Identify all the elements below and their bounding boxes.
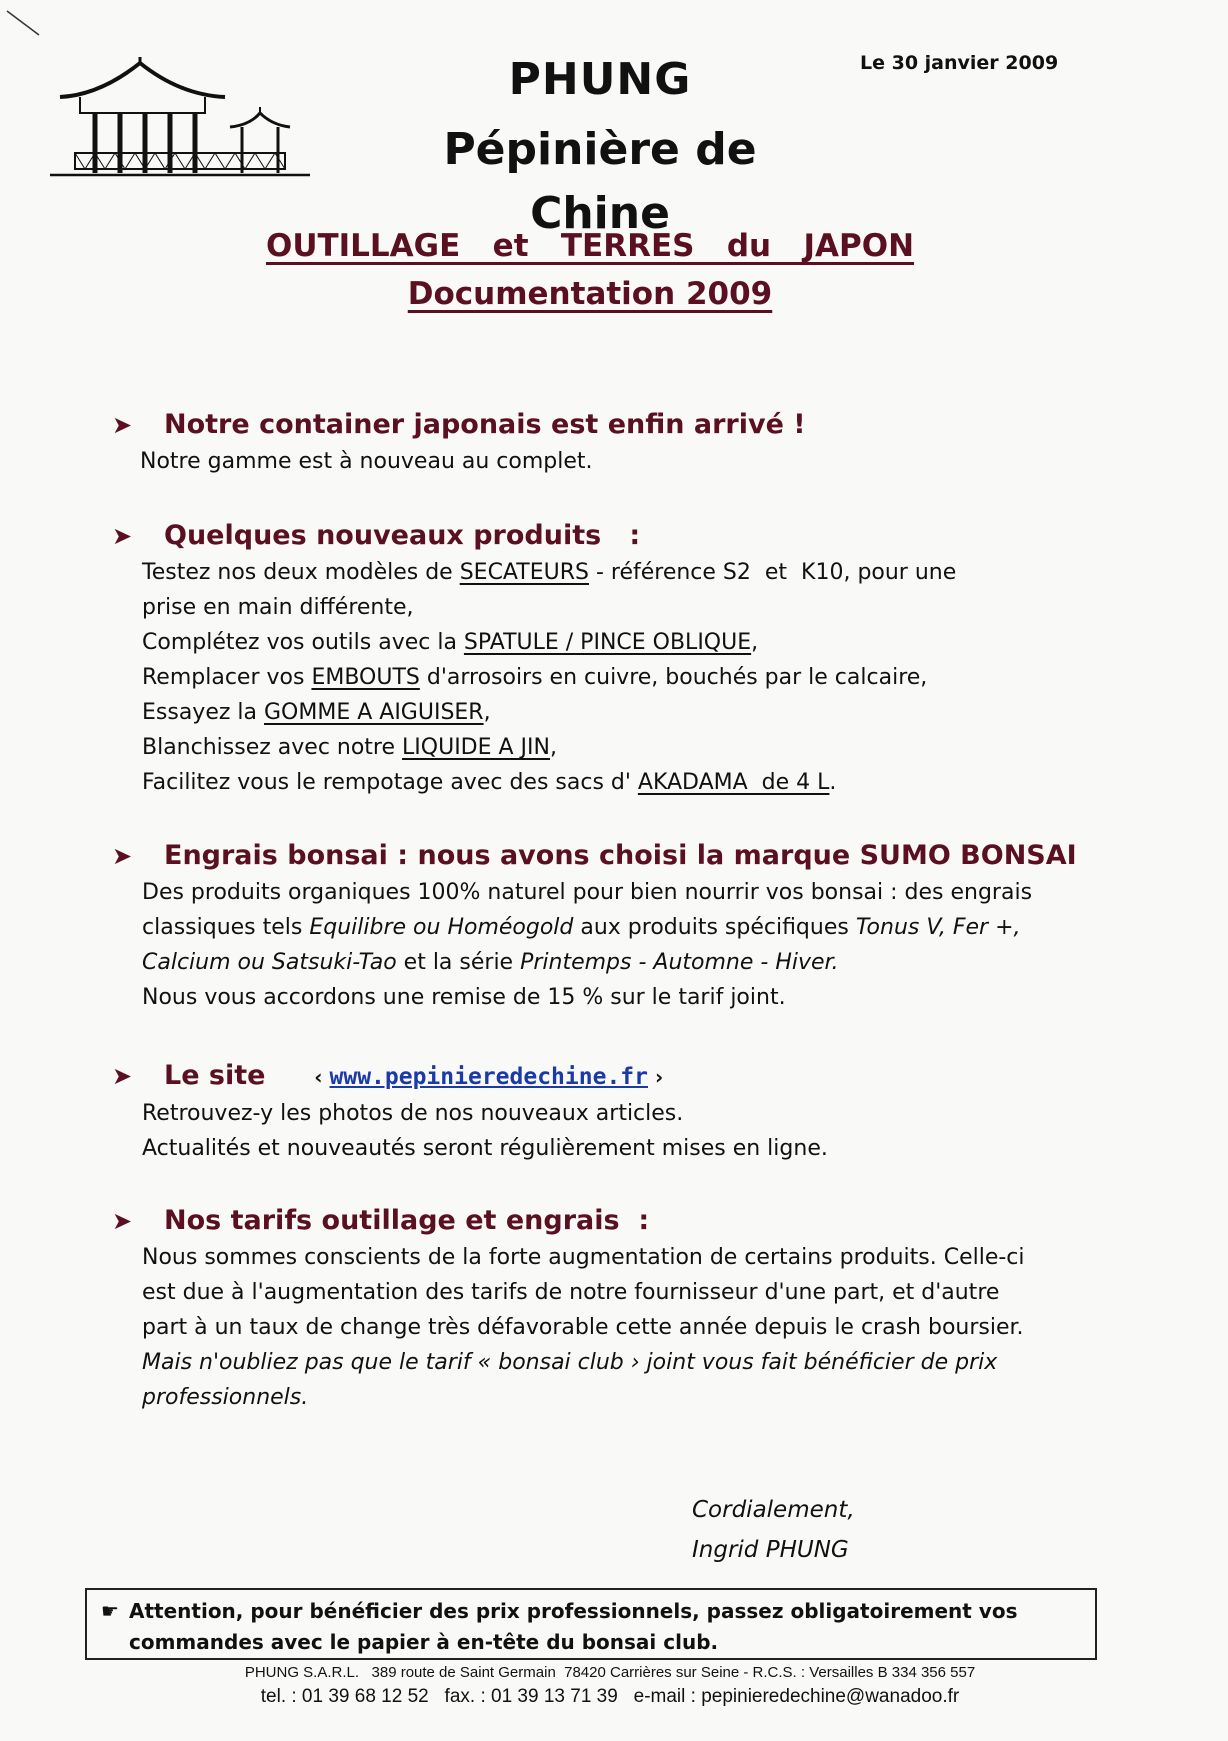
company-block bbox=[380, 52, 820, 246]
section-container bbox=[112, 406, 1112, 479]
section-prices bbox=[112, 1202, 1112, 1415]
text-line: Mais n'oubliez pas que le tarif « bonsai club › joint vous fait bénéficier de prix bbox=[142, 1350, 998, 1375]
footer-contact-line: tel. : 01 39 68 12 52 fax. : 01 39 13 71 39 e-mail : pepinieredechine@wanadoo.fr bbox=[260, 1686, 960, 1707]
product-akadama: AKADAMA de 4 L bbox=[637, 770, 830, 795]
notice-line-1: Attention, pour bénéficier des prix professionnels, passez obligatoirement vos bbox=[129, 1599, 1018, 1623]
section-heading: Quelques nouveaux produits : bbox=[164, 520, 641, 551]
section-heading: Nos tarifs outillage et engrais : bbox=[164, 1205, 650, 1236]
text-line: classiques tels Equilibre ou Homéogold aux produits spécifiques Tonus V, Fer +, bbox=[142, 915, 1021, 940]
arrow-bullet-icon: ➤ bbox=[112, 842, 133, 870]
company-subtitle: Pépinière de Chine bbox=[443, 124, 757, 239]
text-line: Actualités et nouveautés seront régulièrement mises en ligne. bbox=[142, 1136, 828, 1161]
footer bbox=[180, 1661, 1040, 1709]
title-line-2: Documentation 2009 bbox=[407, 276, 773, 312]
section-products bbox=[112, 517, 1112, 800]
product-liquide-jin: LIQUIDE A JIN bbox=[402, 735, 550, 760]
text-line: professionnels. bbox=[142, 1385, 309, 1410]
text-line: Essayez la GOMME A AIGUISER, bbox=[142, 700, 491, 725]
text-line: Testez nos deux modèles de SECATEURS - référence S2 et K10, pour une bbox=[142, 560, 957, 585]
letter-date: Le 30 janvier 2009 bbox=[860, 52, 1059, 74]
section-text: Notre gamme est à nouveau au complet. bbox=[140, 449, 593, 474]
footer-company-line: PHUNG S.A.R.L. 389 route de Saint Germain 78420 Carrières sur Seine - R.C.S. : Versailles B 334 356 557 bbox=[244, 1664, 976, 1681]
text-line: Nous sommes conscients de la forte augmentation de certains produits. Celle-ci bbox=[142, 1245, 1025, 1270]
text-line: part à un taux de change très défavorable cette année depuis le crash boursier. bbox=[142, 1315, 1024, 1340]
scratch-mark bbox=[5, 5, 45, 45]
section-site: ➤ Le site ‹ www.pepinieredechine.fr › Retrouvez-y les photos de nos nouveaux articles. Actualités et nouveautés seront régulièrement mises en ligne. bbox=[112, 1057, 1112, 1166]
product-secateurs: SECATEURS bbox=[459, 560, 589, 585]
arrow-bullet-icon: ➤ bbox=[112, 522, 133, 550]
text-line: Remplacer vos EMBOUTS d'arrosoirs en cuivre, bouchés par le calcaire, bbox=[142, 665, 928, 690]
closing-greeting: Cordialement, bbox=[692, 1497, 855, 1523]
section-heading: Notre container japonais est enfin arrivé ! bbox=[164, 409, 806, 440]
product-gomme: GOMME A AIGUISER bbox=[264, 700, 484, 725]
signature-name: Ingrid PHUNG bbox=[692, 1537, 849, 1563]
notice-box bbox=[85, 1588, 1097, 1660]
pagoda-logo-icon bbox=[50, 55, 310, 180]
text-line: Retrouvez-y les photos de nos nouveaux articles. bbox=[142, 1101, 684, 1126]
document-title bbox=[230, 222, 950, 318]
product-spatule: SPATULE / PINCE OBLIQUE bbox=[463, 630, 752, 655]
pointing-hand-icon: ☛ bbox=[101, 1599, 119, 1623]
arrow-bullet-icon: ➤ bbox=[112, 1207, 133, 1235]
text-line: Facilitez vous le rempotage avec des sacs d' AKADAMA de 4 L. bbox=[142, 770, 837, 795]
closing-block bbox=[692, 1490, 855, 1570]
text-line: Calcium ou Satsuki-Tao et la série Printemps - Automne - Hiver. bbox=[142, 950, 839, 975]
text-line: est due à l'augmentation des tarifs de notre fournisseur d'une part, et d'autre bbox=[142, 1280, 1000, 1305]
website-link[interactable]: www.pepinieredechine.fr bbox=[329, 1064, 648, 1090]
section-fertilizer bbox=[112, 837, 1112, 1015]
notice-line-2: commandes avec le papier à en-tête du bonsai club. bbox=[129, 1630, 719, 1654]
text-line: Des produits organiques 100% naturel pour bien nourrir vos bonsai : des engrais bbox=[142, 880, 1033, 905]
section-heading: Le site bbox=[164, 1060, 266, 1091]
arrow-bullet-icon: ➤ bbox=[112, 411, 133, 439]
title-line-1: OUTILLAGE et TERRES du JAPON bbox=[265, 228, 915, 264]
text-line: prise en main différente, bbox=[142, 595, 414, 620]
company-name: PHUNG bbox=[508, 54, 692, 105]
text-line: Nous vous accordons une remise de 15 % sur le tarif joint. bbox=[142, 985, 786, 1010]
arrow-bullet-icon: ➤ bbox=[112, 1062, 133, 1090]
text-line: Complétez vos outils avec la SPATULE / PINCE OBLIQUE, bbox=[142, 630, 759, 655]
section-heading: Engrais bonsai : nous avons choisi la marque SUMO BONSAI bbox=[164, 840, 1077, 871]
product-embouts: EMBOUTS bbox=[311, 665, 420, 690]
text-line: Blanchissez avec notre LIQUIDE A JIN, bbox=[142, 735, 557, 760]
